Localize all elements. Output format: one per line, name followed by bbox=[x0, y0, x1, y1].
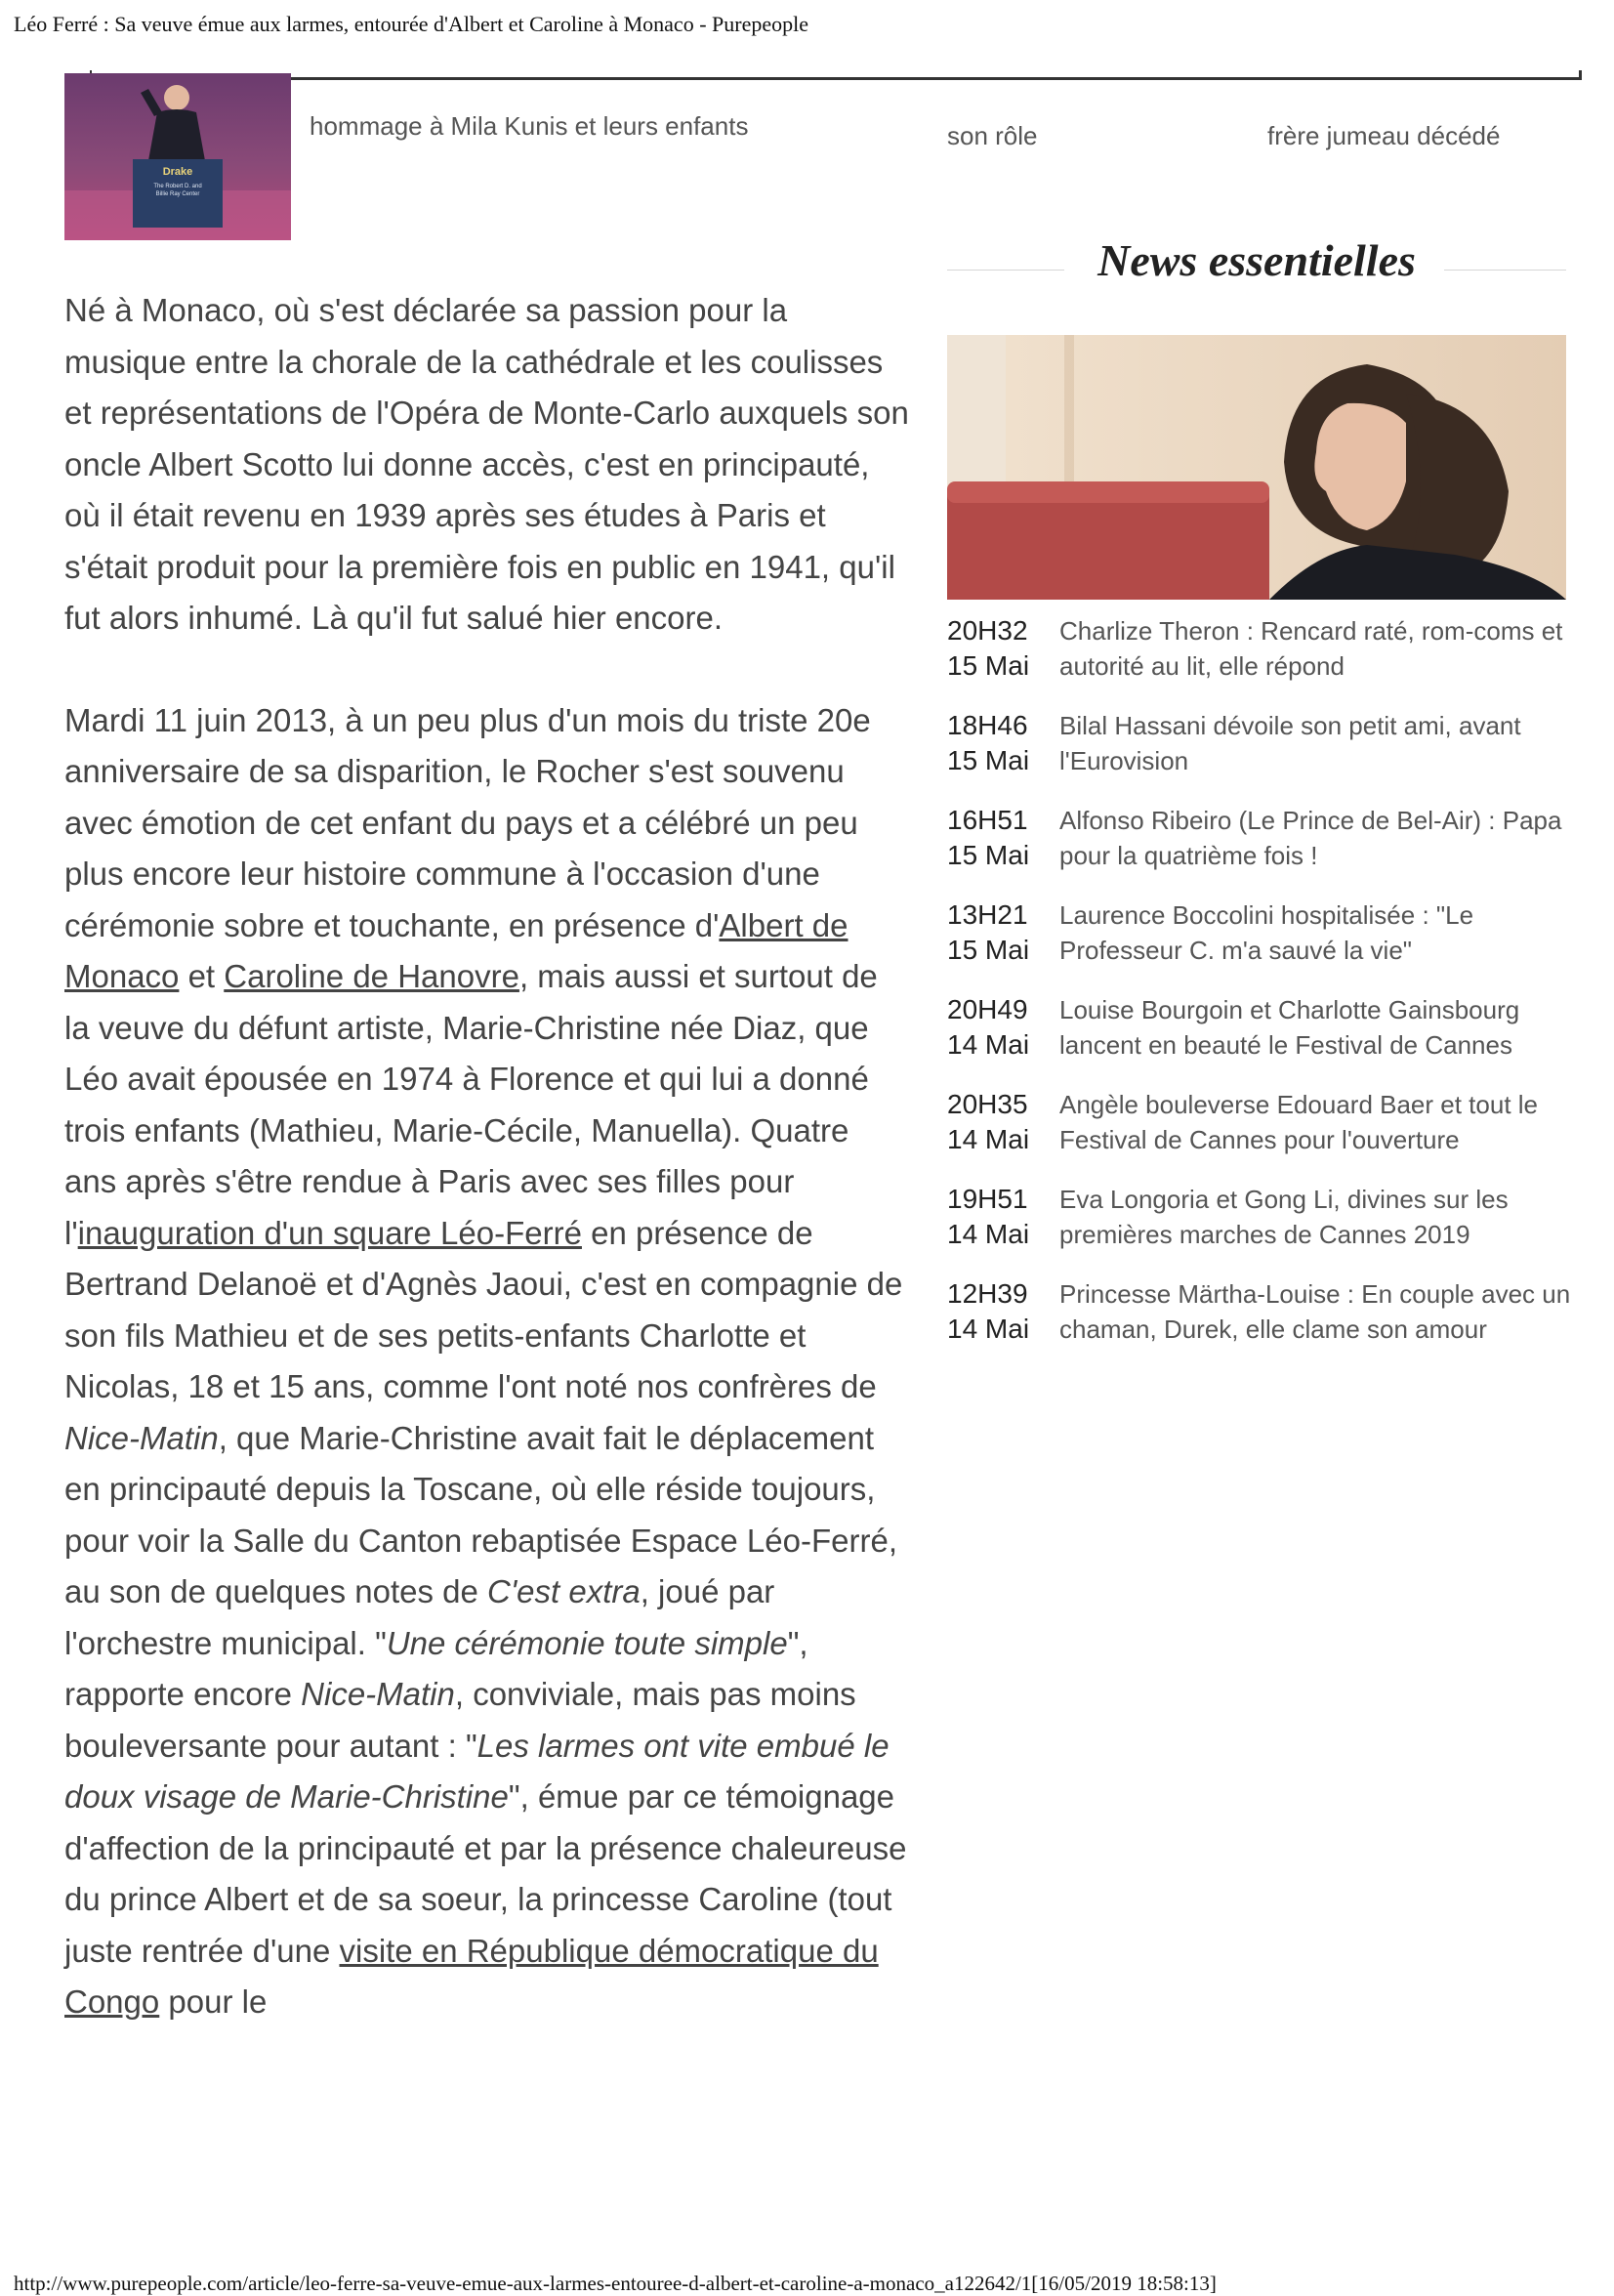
news-title[interactable]: Charlize Theron : Rencard raté, rom-coms et autorité au lit, elle répond bbox=[1059, 616, 1563, 681]
related-link-1[interactable]: hommage à Mila Kunis et leurs enfants bbox=[310, 111, 749, 141]
related-thumbnail[interactable] bbox=[64, 73, 291, 240]
top-divider bbox=[90, 70, 1582, 80]
news-title[interactable]: Louise Bourgoin et Charlotte Gainsbourg lancent en beauté le Festival de Cannes bbox=[1059, 995, 1520, 1060]
news-title[interactable]: Princesse Märtha-Louise : En couple avec un chaman, Durek, elle clame son amour bbox=[1059, 1279, 1571, 1344]
podium-sign-line3: Billie Ray Center bbox=[155, 191, 200, 197]
news-title[interactable]: Laurence Boccolini hospitalisée : "Le Professeur C. m'a sauvé la vie" bbox=[1059, 900, 1474, 965]
featured-news-image[interactable] bbox=[947, 335, 1566, 600]
link-inauguration-square[interactable]: inauguration d'un square Léo-Ferré bbox=[77, 1214, 582, 1251]
related-link-3[interactable]: frère jumeau décédé bbox=[1267, 121, 1501, 150]
news-timestamp: 20H49 14 Mai bbox=[947, 994, 1030, 1060]
news-item[interactable] bbox=[947, 799, 1572, 894]
news-item[interactable] bbox=[947, 1273, 1572, 1367]
news-timestamp: 16H51 15 Mai bbox=[947, 805, 1030, 870]
sidebar-title: News essentielles bbox=[1076, 235, 1437, 285]
news-timestamp: 19H51 14 Mai bbox=[947, 1184, 1030, 1249]
news-item[interactable] bbox=[947, 1083, 1572, 1178]
news-list bbox=[947, 609, 1572, 1367]
related-link-2[interactable]: son rôle bbox=[947, 121, 1038, 150]
news-item[interactable] bbox=[947, 1178, 1572, 1273]
article-paragraph-1: Né à Monaco, où s'est déclarée sa passion pour la musique entre la chorale de la cathédrale et les coulisses et représentations de l'Opéra de Monte-Carlo auxquels son oncle Albert Scotto lui donne accès, c'est en principauté, où il était revenu en 1939 après ses études à Paris et s'était produit pour la première fois en public en 1941, qu'il fut alors inhumé. Là qu'il fut salué hier encore. bbox=[64, 292, 909, 636]
news-item[interactable] bbox=[947, 609, 1572, 704]
print-header: Léo Ferré : Sa veuve émue aux larmes, entourée d'Albert et Caroline à Monaco - Purepeople bbox=[14, 12, 808, 36]
news-title[interactable]: Alfonso Ribeiro (Le Prince de Bel-Air) : Papa pour la quatrième fois ! bbox=[1059, 806, 1562, 870]
news-item[interactable] bbox=[947, 988, 1572, 1083]
news-timestamp: 20H32 15 Mai bbox=[947, 615, 1030, 681]
news-title[interactable]: Bilal Hassani dévoile son petit ami, avant l'Eurovision bbox=[1059, 711, 1521, 775]
news-timestamp: 13H21 15 Mai bbox=[947, 899, 1030, 965]
news-timestamp: 20H35 14 Mai bbox=[947, 1089, 1030, 1154]
news-title[interactable]: Angèle bouleverse Edouard Baer et tout le Festival de Cannes pour l'ouverture bbox=[1059, 1090, 1539, 1154]
link-caroline-de-hanovre[interactable]: Caroline de Hanovre bbox=[224, 958, 519, 994]
print-footer-url: http://www.purepeople.com/article/leo-ferre-sa-veuve-emue-aux-larmes-entouree-d-albert-et-caroline-a-monaco_a122642/1[16/05/2019 18:58:13] bbox=[14, 2272, 1217, 2295]
sidebar-header bbox=[947, 234, 1566, 293]
news-timestamp: 12H39 14 Mai bbox=[947, 1278, 1030, 1344]
article-body bbox=[64, 285, 909, 2028]
news-item[interactable] bbox=[947, 894, 1572, 988]
podium-sign-line2: The Robert D. and bbox=[153, 184, 202, 189]
news-item[interactable] bbox=[947, 704, 1572, 799]
news-timestamp: 18H46 15 Mai bbox=[947, 710, 1030, 775]
podium-sign-line1: Drake bbox=[162, 166, 193, 178]
news-title[interactable]: Eva Longoria et Gong Li, divines sur les premières marches de Cannes 2019 bbox=[1059, 1185, 1509, 1249]
link-visite-congo[interactable]: visite en République démocratique du Congo bbox=[64, 1932, 879, 2020]
article-paragraph-2: Mardi 11 juin 2013, à un peu plus d'un mois du triste 20e anniversaire de sa disparition, le Rocher s'est souvenu avec émotion de cet enfant du pays et a célébré un peu plus encore leur histoire commune à l'occasion d'une cérémonie sobre et touchante, en présence d'Albert de Monaco et Caroline de Hanovre, mais aussi et surtout de la veuve du défunt artiste, Marie-Christine née Diaz, que Léo avait épousée en 1974 à Florence et qui lui a donné trois enfants (Mathieu, Marie-Cécile, Manuella). Quatre ans après s'être rendue à Paris avec ses filles pour l'inauguration d'un square Léo-Ferré en présence de Bertrand Delanoë et d'Agnès Jaoui, c'est en compagnie de son fils Mathieu et de ses petits-enfants Charlotte et Nicolas, 18 et 15 ans, comme l'ont noté nos confrères de Nice-Matin, que Marie-Christine avait fait le déplacement en principauté depuis la Toscane, où elle réside toujours, pour voir la Salle du Canton rebaptisée Espace Léo-Ferré, au son de quelques notes de C'est extra, joué par l'orchestre municipal. "Une cérémonie toute simple", rapporte encore Nice-Matin, conviviale, mais pas moins bouleversante pour autant : "Les larmes ont vite embué le doux visage de Marie-Christine", émue par ce témoignage d'affection de la principauté et par la présence chaleureuse du prince Albert et de sa soeur, la princesse Caroline (tout juste rentrée d'une visite en République démocratique du Congo pour le bbox=[64, 701, 907, 2020]
link-albert-de-monaco[interactable]: Albert de Monaco bbox=[64, 906, 848, 994]
speaker-photo bbox=[64, 73, 291, 240]
featured-photo bbox=[947, 335, 1566, 600]
